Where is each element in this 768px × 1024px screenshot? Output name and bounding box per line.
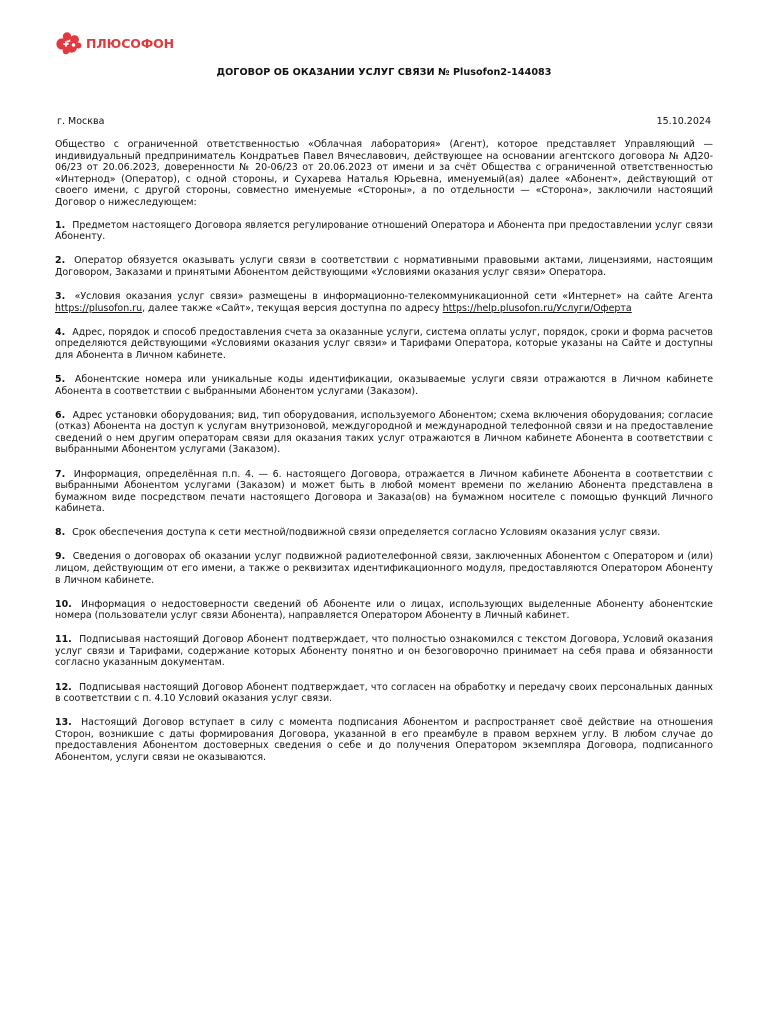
clause-text: Срок обеспечения доступа к сети местной/подвижной связи определяется согласно Условиям оказания услуг связи. (72, 527, 661, 539)
logo-wordmark: ПЛЮСОФОН (86, 35, 175, 51)
clause-5 (55, 374, 713, 397)
clause-number: 2. (55, 255, 66, 267)
clause-number: 6. (55, 409, 66, 421)
clause-text: Настоящий Договор вступает в силу с момента подписания Абонентом и распространяет своё действие на отношения Сторон, возникшие с даты формирования Договора, указанной в его преамбуле в правом верхнем углу. В любом случае до предоставления Абонентом достоверных сведения о себе и до получения Оператором экземпляра Договора, подписанного Абонентом, услуги связи не оказываются. (55, 717, 713, 763)
clause-text: Абонентские номера или уникальные коды идентификации, оказываемые услуги связи отражаются в Личном кабинете Абонента в соответствии с выбранными Абонентом услугами (Заказом). (55, 374, 714, 397)
clause-13 (55, 717, 713, 763)
clause-text: Подписывая настоящий Договор Абонент подтверждает, что согласен на обработку и передачу своих персональных данных в соответствии с п. 4.10 Условий оказания услуг связи. (55, 681, 714, 705)
clause-number: 1. (55, 219, 66, 231)
plusofon-logo-icon (54, 31, 84, 55)
clause-number: 11. (55, 634, 72, 646)
clause-number: 5. (55, 374, 66, 386)
contract-date: 15.10.2024 (656, 116, 711, 127)
document-body (55, 139, 713, 776)
clause-text: Предметом настоящего Договора является регулирование отношений Оператора и Абонента при предоставлении услуг связи Абоненту. (55, 219, 713, 243)
clause-10 (55, 599, 713, 622)
clause-number: 9. (55, 551, 66, 563)
clause-text: Информация о недостоверности сведений об Абоненте или о лицах, использующих выделенные Абоненту абонентские номера (пользователи услуг связи Абонента), направляется Оператором Абоненту в Личный кабинет. (55, 598, 713, 622)
clause-7 (55, 469, 713, 515)
clause-12 (55, 682, 713, 705)
clause-9 (55, 551, 713, 586)
clause-text: , далее также «Сайт», текущая версия доступна по адресу (142, 302, 443, 314)
clause-text: Адрес, порядок и способ предоставления счета за оказанные услуги, система оплаты услуг, порядок, сроки и форма расчетов определяются действующими «Условиями оказания услуг связи» и Тарифами Оператора, которые указаны на Сайте и доступны для Абонента в Личном кабинете. (55, 326, 713, 361)
clause-text: «Условия оказания услуг связи» размещены в информационно-телекоммуникационной сети «Интернет» на сайте Агента (74, 291, 714, 303)
clause-8 (55, 527, 713, 539)
clause-1 (55, 220, 713, 243)
clause-number: 7. (55, 468, 66, 480)
clause-text: Информация, определённая п.п. 4. — 6. настоящего Договора, отражается в Личном кабинете Абонента в соответствии с выбранными Абонентом услугами (Заказом) и может быть в любой момент времени по желанию Абонента представлена в бумажном виде посредством печати настоящего Договора и Заказа(ов) на бумажном носителе с помощью функций Личного кабинета. (55, 468, 714, 515)
contract-city: г. Москва (57, 116, 105, 127)
clause-text: Сведения о договорах об оказании услуг подвижной радиотелефонной связи, заключенных Абонентом с Оператором и (или) лицом, действующим от его имени, а также о реквизитах идентификационного модуля, предоставляются Оператором Абоненту в Личном кабинете. (55, 551, 714, 586)
clause-number: 4. (55, 326, 66, 338)
clause-text: Оператор обязуется оказывать услуги связи в соответствии с нормативными правовыми актами, лицензиями, настоящим Договором, Заказами и принятыми Абонентом действующими «Условиями оказания услуг связи» Оператора. (55, 255, 714, 279)
clause-number: 13. (55, 717, 72, 729)
clause-2 (55, 255, 713, 278)
place-date-row (57, 116, 711, 127)
preamble: Общество с ограниченной ответственностью «Облачная лаборатория» (Агент), которое представляет Управляющий — индивидуальный предприниматель Кондратьев Павел Вячеславович, действующее на основании агентского договора № АД20-06/23 от 20.06.2023, доверенности № 20-06/23 от 20.06.2023 от имени и за счёт Общества с ограниченной ответственностью «Интернод» (Оператор), с одной стороны, и Сухарева Наталья Юрьевна, именуемый(ая) далее «Абонент», действующий от своего имени, с другой стороны, совместно именуемые «Стороны», а по отдельности — «Сторона», заключили настоящий Договор о нижеследующем: (55, 139, 713, 208)
plusofon-site-link[interactable]: https://plusofon.ru (55, 302, 143, 314)
plusofon-logo[interactable] (54, 31, 174, 55)
document-title: ДОГОВОР ОБ ОКАЗАНИИ УСЛУГ СВЯЗИ № Plusofon2-144083 (216, 67, 552, 78)
clause-6 (55, 410, 713, 456)
clause-text: Подписывая настоящий Договор Абонент подтверждает, что полностью ознакомился с текстом Договора, Условий оказания услуг связи и Тарифами, содержание которых Абоненту понятно и он безоговорочно принимает на себя права и обязанности согласно указанным документам. (55, 634, 713, 669)
clause-4 (55, 327, 713, 362)
clause-3 (55, 291, 713, 314)
clause-11 (55, 634, 713, 669)
clause-text: Адрес установки оборудования; вид, тип оборудования, используемого Абонентом; схема включения оборудования; согласие (отказ) Абонента на доступ к услугам внутризоновой, междугородной и международной телефонной связи и на предоставление сведений о нем другим операторам связи для оказания таких услуг отражаются в Личном кабинете Абонента в соответствии с выбранными Абонентом услугами (Заказом). (55, 409, 713, 456)
clause-number: 8. (55, 527, 66, 539)
clause-number: 3. (55, 291, 66, 303)
clause-number: 10. (55, 598, 72, 610)
clause-number: 12. (55, 681, 72, 693)
offer-terms-link[interactable]: https://help.plusofon.ru/Услуги/Оферта (442, 302, 632, 314)
